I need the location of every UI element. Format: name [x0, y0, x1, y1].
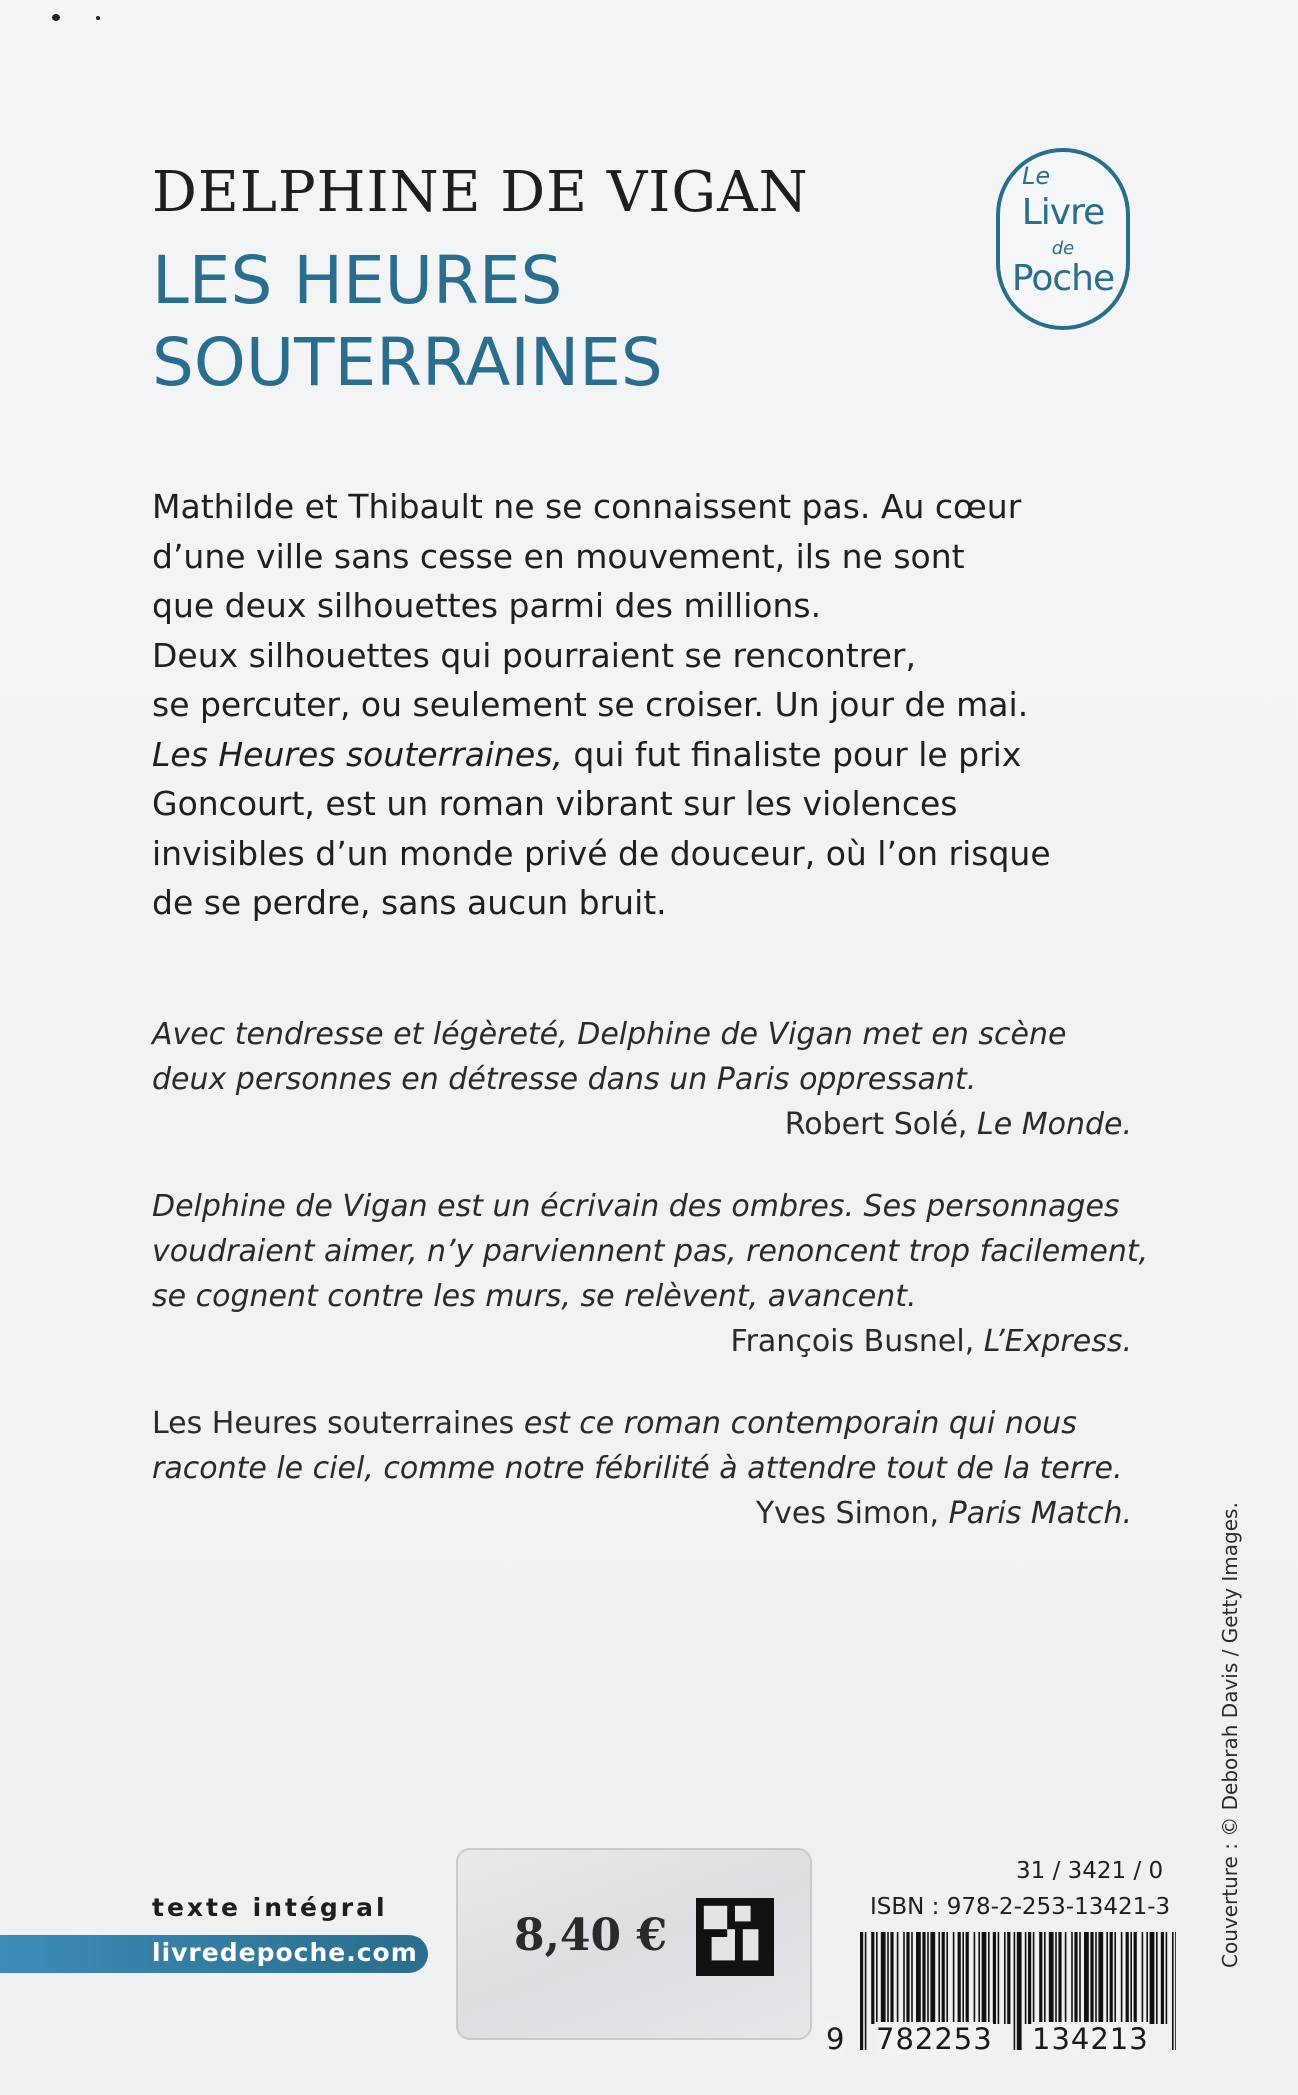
- publisher-reference: 31 / 3421 / 0: [1016, 1858, 1164, 1884]
- quote-attribution: [152, 1491, 1132, 1536]
- barcode-bar: [930, 1932, 935, 2024]
- quote-source: Le Monde.: [977, 1107, 1132, 1142]
- barcode-bar: [962, 1932, 964, 2024]
- barcode-bar: [1084, 1932, 1089, 2024]
- barcode-bar: [1079, 1932, 1081, 2024]
- price-sticker: [456, 1848, 812, 2040]
- barcode-bar: [1074, 1932, 1077, 2024]
- barcode-bar: [1106, 1932, 1108, 2024]
- quote-author: Robert Solé,: [784, 1107, 968, 1142]
- quote-attribution: [152, 1102, 1132, 1147]
- barcode-bar: [1017, 1932, 1022, 2050]
- quote-italic-text: est ce roman contemporain qui nous: [514, 1406, 1077, 1441]
- barcode-bar: [1028, 1932, 1031, 2024]
- quote-line: raconte le ciel, comme notre fébrilité à attendre tout de la terre.: [152, 1451, 1123, 1486]
- barcode-bar: [1110, 1932, 1113, 2024]
- quote-line: [152, 1401, 1132, 1446]
- barcode-bar: [1175, 1932, 1176, 2050]
- quote-line: voudraient aimer, n’y parviennent pas, renoncent trop facilement,: [152, 1234, 1149, 1269]
- synopsis-line: invisibles d’un monde privé de douceur, où l’on risque: [152, 833, 1051, 873]
- barcode-bar: [942, 1932, 945, 2024]
- texte-integral-label: texte intégral: [152, 1893, 388, 1922]
- quote-author: Yves Simon,: [755, 1496, 940, 1531]
- barcode-bar: [1004, 1932, 1006, 2024]
- barcode-bar: [1150, 1932, 1155, 2024]
- barcode-bar: [865, 1932, 867, 2050]
- barcode-bar: [978, 1932, 980, 2024]
- barcode-bar: [1058, 1932, 1061, 2024]
- barcode-bar: [993, 1932, 996, 2024]
- book-title: [152, 240, 663, 404]
- logo-text-livre: Livre: [1021, 192, 1105, 233]
- synopsis-line-rest: qui fut finaliste pour le prix: [562, 734, 1022, 774]
- barcode-bar: [1166, 1932, 1168, 2024]
- barcode-bar: [958, 1932, 961, 2024]
- barcode-bar: [988, 1932, 990, 2024]
- barcode-bar: [1090, 1932, 1093, 2024]
- barcode-digit-first: 9: [826, 2022, 846, 2056]
- synopsis-line: de se perdre, sans aucun bruit.: [152, 883, 667, 922]
- barcode-bar: [1130, 1932, 1132, 2024]
- synopsis-line: Mathilde et Thibault ne se connaissent pas. Au cœur: [152, 487, 1022, 526]
- synopsis-line: Goncourt, est un roman vibrant sur les violences: [152, 784, 958, 823]
- barcode-bar: [1071, 1932, 1073, 2024]
- barcode-bar: [982, 1932, 987, 2024]
- quote-plain-title: Les Heures souterraines: [152, 1406, 515, 1441]
- quote-source: Paris Match.: [948, 1496, 1132, 1531]
- synopsis-line: Deux silhouettes qui pourraient se rencontrer,: [152, 635, 916, 675]
- barcode-bar: [966, 1932, 969, 2024]
- title-line-2: SOUTERRAINES: [152, 324, 663, 401]
- barcode-bar: [922, 1932, 925, 2024]
- barcode-bar: [903, 1932, 905, 2024]
- website-link[interactable]: livredepoche.com: [152, 1938, 418, 1967]
- barcode-bar: [1095, 1932, 1097, 2024]
- barcode-bar: [1033, 1932, 1035, 2024]
- barcode-bar: [1098, 1932, 1103, 2024]
- quote-author: François Busnel,: [730, 1324, 975, 1359]
- barcode-bar: [953, 1932, 955, 2024]
- barcode-bar: [911, 1932, 913, 2024]
- quote-line: Delphine de Vigan est un écrivain des ombres. Ses personnages: [152, 1189, 1120, 1224]
- press-quote-paris-match: [152, 1401, 1132, 1536]
- barcode-bar: [1055, 1932, 1057, 2024]
- barcode-bar: [860, 1932, 863, 2050]
- barcode-bar: [1126, 1932, 1129, 2024]
- barcode-bar: [1014, 1932, 1016, 2050]
- barcode-bar: [1049, 1932, 1054, 2024]
- synopsis-line: que deux silhouettes parmi des millions.: [152, 586, 822, 625]
- logo-text-le: Le: [1022, 162, 1051, 190]
- quote-line: deux personnes en détresse dans un Paris oppressant.: [152, 1062, 977, 1097]
- dust-speck: [96, 16, 100, 20]
- barcode-bar: [881, 1932, 886, 2024]
- press-quote-le-monde: [152, 1012, 1132, 1147]
- barcode-bar: [897, 1932, 899, 2024]
- barcode-bar: [887, 1932, 889, 2024]
- datamatrix-code-icon: [696, 1898, 774, 1976]
- quote-attribution: [152, 1319, 1132, 1364]
- barcode-bar: [946, 1932, 948, 2024]
- barcode-bar: [974, 1932, 976, 2024]
- barcode-bar: [1044, 1932, 1046, 2024]
- quote-line: se cognent contre les murs, se relèvent, avancent.: [152, 1279, 917, 1314]
- dust-speck: [52, 14, 60, 21]
- title-line-1: LES HEURES: [152, 242, 563, 319]
- price-label: 8,40 €: [514, 1910, 668, 1961]
- barcode-bar: [1142, 1932, 1144, 2024]
- photo-credit: Couverture : © Deborah Davis / Getty Images.: [1218, 1502, 1242, 1968]
- author-name: DELPHINE DE VIGAN: [152, 160, 809, 225]
- barcode-bar: [871, 1932, 874, 2024]
- barcode-bar: [1134, 1932, 1137, 2024]
- synopsis: [152, 482, 1132, 928]
- barcode-bar: [1172, 1932, 1174, 2050]
- barcode-bar: [916, 1932, 921, 2024]
- barcode-bar: [1161, 1932, 1164, 2024]
- barcode-bar: [890, 1932, 893, 2024]
- barcode-bar: [1065, 1932, 1067, 2024]
- logo-text-de: de: [1051, 238, 1075, 259]
- barcode-bar: [876, 1932, 878, 2024]
- press-quote-lexpress: [152, 1184, 1149, 1364]
- barcode-bar: [906, 1932, 909, 2024]
- barcode-bar: [927, 1932, 929, 2024]
- synopsis-italic-title: Les Heures souterraines,: [152, 734, 563, 774]
- barcode-bar: [1114, 1932, 1116, 2024]
- quote-source: L’Express.: [983, 1324, 1132, 1359]
- barcode-bar: [1039, 1932, 1042, 2024]
- barcode-bar: [938, 1932, 940, 2024]
- barcode-bar: [1121, 1932, 1123, 2024]
- barcode-digits-left: 782253: [876, 2022, 993, 2056]
- barcode-digits-right: 134213: [1032, 2022, 1149, 2056]
- isbn-number: ISBN : 978-2-253-13421-3: [870, 1894, 1171, 1920]
- quote-line: Avec tendresse et légèreté, Delphine de Vigan met en scène: [152, 1017, 1067, 1052]
- barcode-bar: [1156, 1932, 1158, 2024]
- livre-de-poche-logo: [996, 148, 1130, 330]
- barcode-bar: [998, 1932, 1000, 2024]
- synopsis-line: se percuter, ou seulement se croiser. Un jour de mai.: [152, 685, 1029, 724]
- synopsis-line-with-title: [152, 730, 1132, 780]
- logo-text-poche: Poche: [1011, 258, 1115, 299]
- barcode-bar: [1146, 1932, 1148, 2024]
- barcode-bar: [1007, 1932, 1010, 2024]
- synopsis-line: d’une ville sans cesse en mouvement, ils ne sont: [152, 536, 965, 576]
- barcode-bar: [1025, 1932, 1027, 2024]
